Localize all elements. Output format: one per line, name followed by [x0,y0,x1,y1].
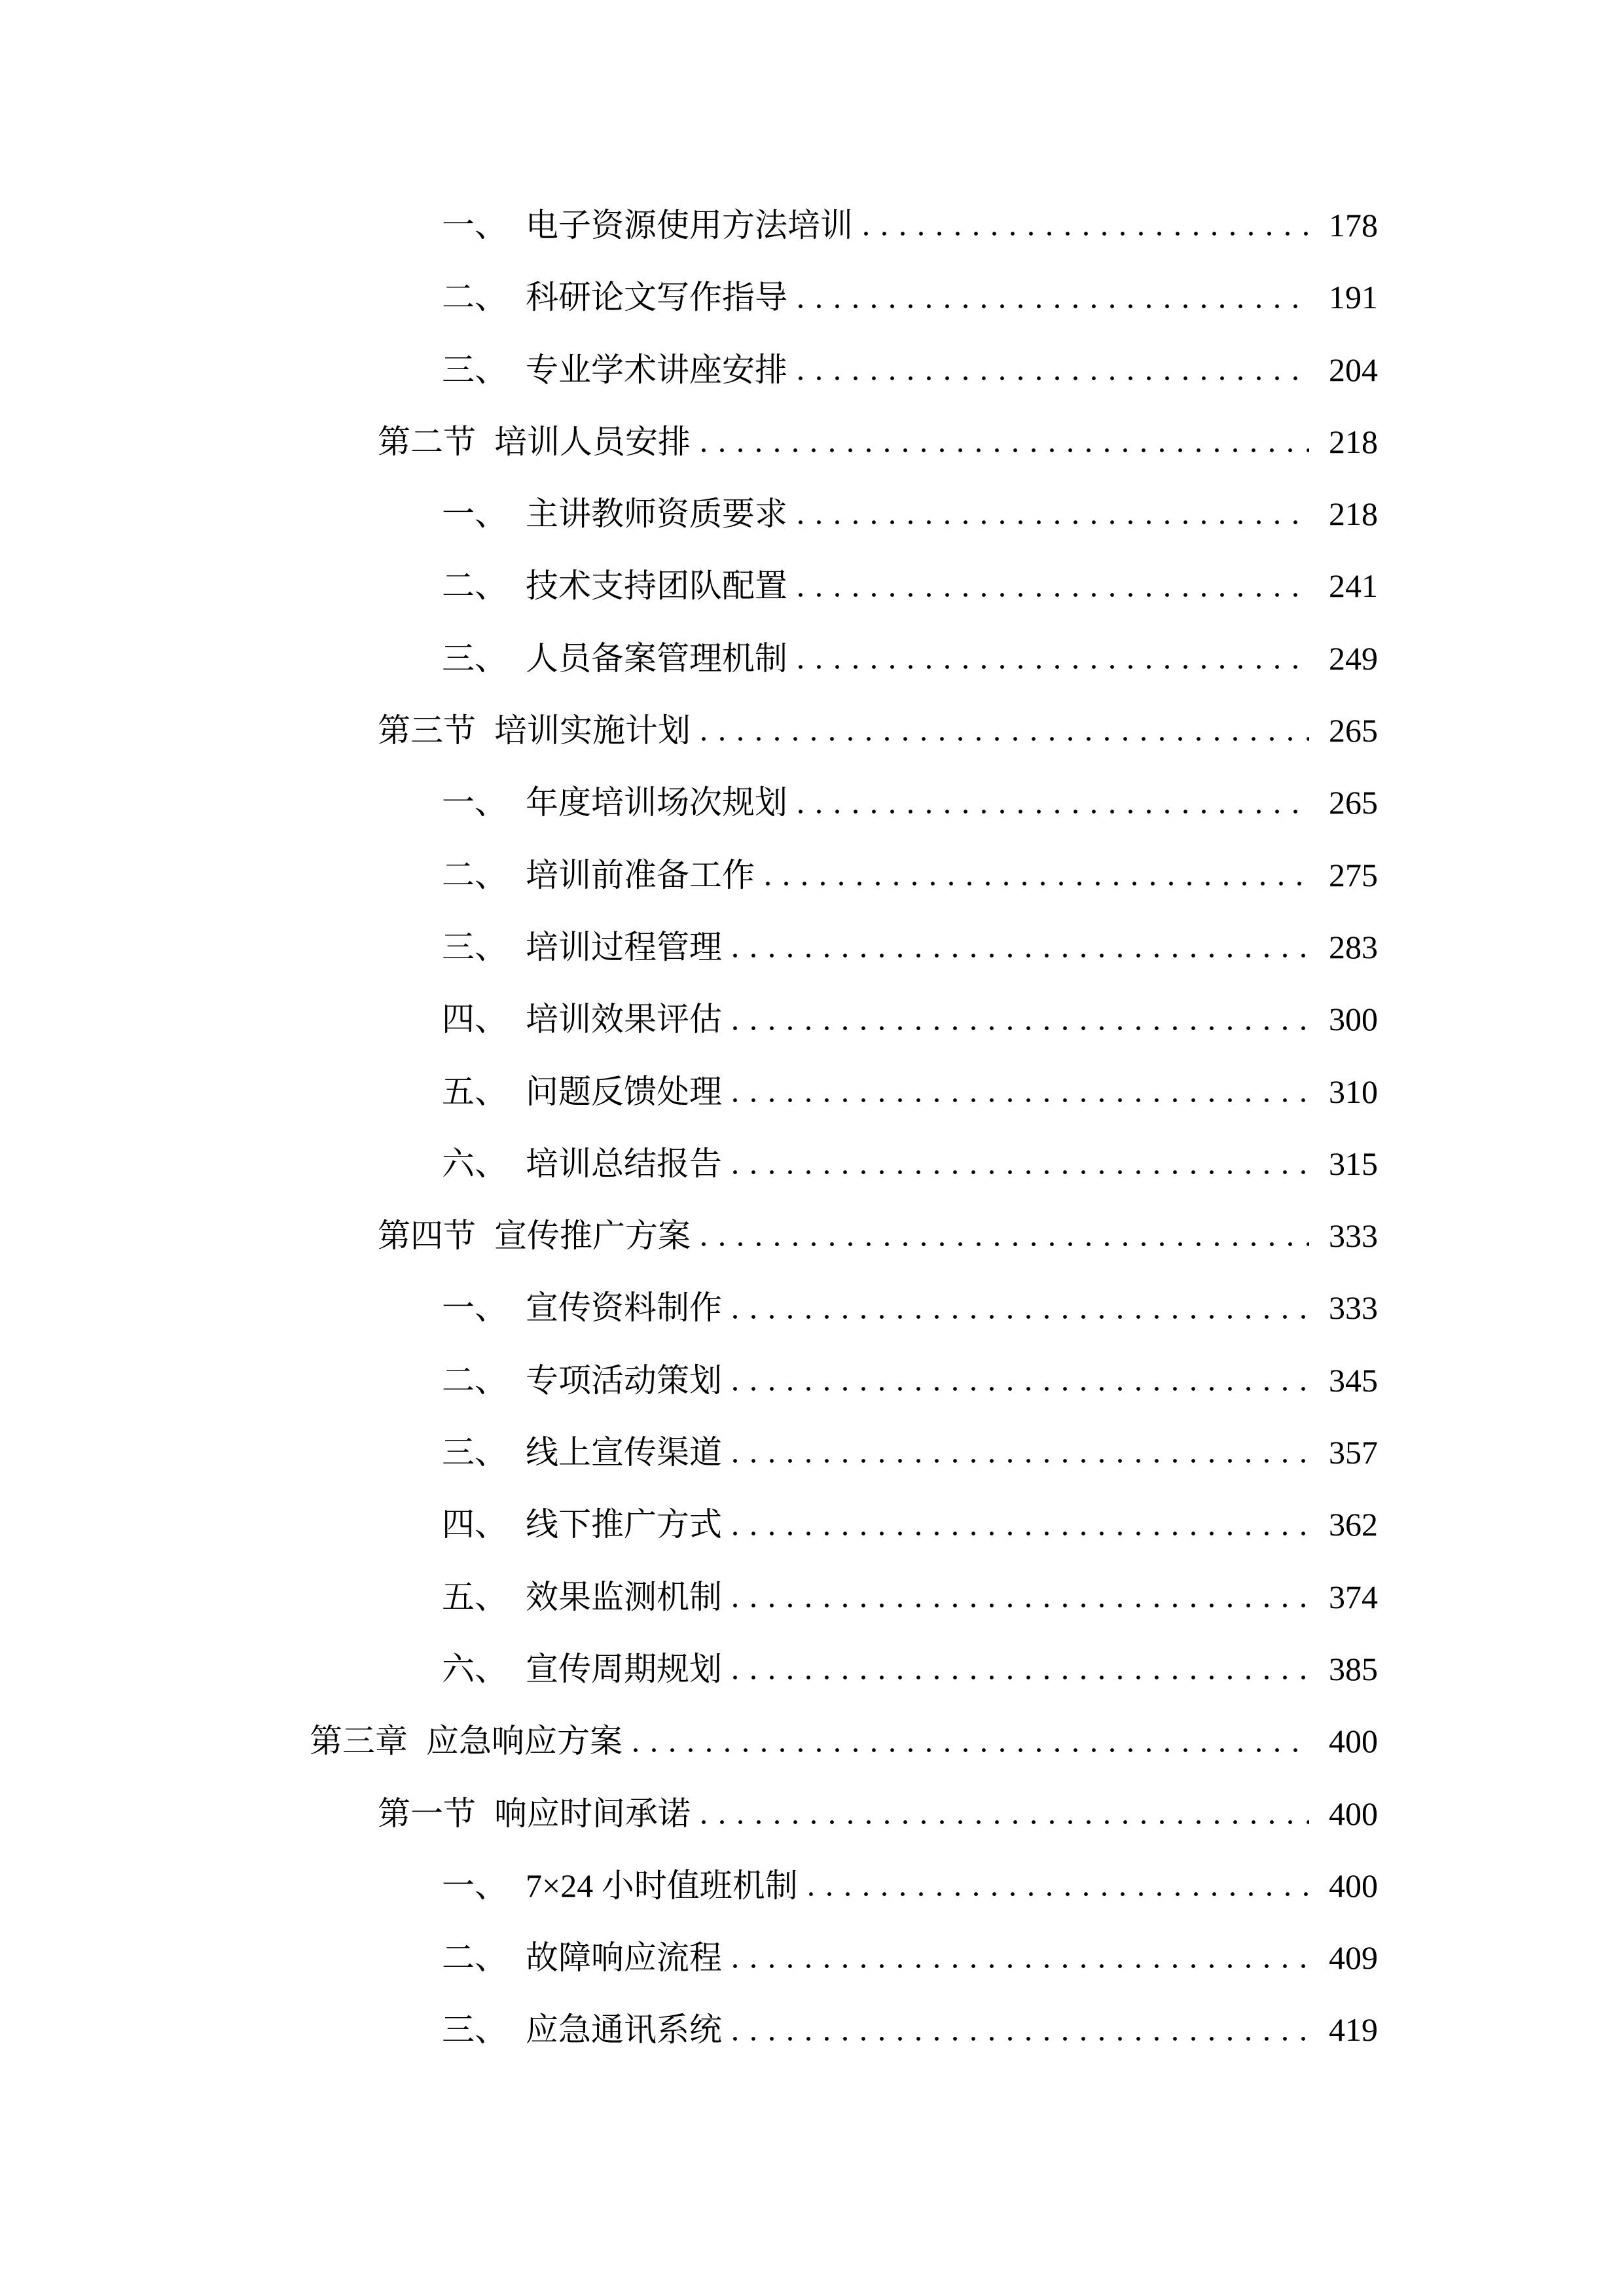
toc-entry-page: 400 [1329,1867,1378,1904]
toc-entry-page: 218 [1329,495,1378,533]
dot-leader [732,2036,1309,2041]
toc-entry-number: 五、 [442,1578,507,1615]
dot-leader [732,1458,1309,1463]
toc-entry-page: 204 [1329,351,1378,388]
toc-entry [310,839,1378,911]
dot-leader [732,1675,1309,1680]
toc-entry-page: 374 [1329,1578,1378,1615]
toc-entry-page: 333 [1329,1289,1378,1327]
dot-leader [701,1242,1309,1247]
toc-entry-number: 一、 [442,1289,507,1327]
toc-entry-title: 培训人员安排 [494,423,691,460]
toc-entry-number: 一、 [442,1867,507,1904]
toc-entry-number: 一、 [442,784,507,821]
toc-entry [310,1561,1378,1633]
toc-entry-title: 故障响应流程 [526,1939,722,1977]
toc-entry [310,1778,1378,1850]
toc-entry-number: 四、 [442,1001,507,1038]
dot-leader [732,1531,1309,1536]
toc-entry-number: 六、 [442,1650,507,1687]
toc-entry [310,189,1378,261]
toc-entry-title: 电子资源使用方法培训 [526,207,853,243]
toc-entry-page: 275 [1329,856,1378,893]
dot-leader [732,1964,1309,1969]
toc-entry-number: 三、 [442,2011,507,2049]
toc-entry [310,1128,1378,1200]
toc-entry-page: 409 [1329,1939,1378,1977]
toc-entry-number: 三、 [442,639,507,677]
toc-entry-title: 培训效果评估 [526,1001,722,1038]
toc-entry-number: 第一节 [378,1795,476,1832]
toc-entry-title: 培训总结报告 [526,1145,722,1182]
toc-entry-title: 问题反馈处理 [526,1073,722,1110]
toc-entry [310,1850,1378,1922]
dot-leader [732,1314,1309,1319]
dot-leader [732,1386,1309,1391]
toc-entry-page: 178 [1329,207,1378,243]
toc-entry-page: 265 [1329,784,1378,821]
toc-entry-title: 专项活动策划 [526,1361,722,1399]
toc-entry-number: 第三章 [310,1723,408,1760]
dot-leader [765,881,1309,886]
dot-leader [633,1748,1309,1753]
dot-leader [863,231,1309,236]
toc-entry [310,1994,1378,2066]
toc-entry-number: 二、 [442,1939,507,1977]
toc-entry-page: 385 [1329,1650,1378,1687]
toc-entry-page: 265 [1329,712,1378,749]
toc-entry [310,550,1378,622]
toc-entry-page: 191 [1329,279,1378,316]
toc-entry [310,261,1378,333]
toc-entry-number: 二、 [442,1361,507,1399]
dot-leader [808,1892,1309,1897]
table-of-contents [310,189,1378,2066]
dot-leader [701,1820,1309,1825]
toc-entry [310,1200,1378,1272]
toc-entry-number: 三、 [442,928,507,965]
toc-entry-title: 响应时间承诺 [494,1795,691,1832]
dot-leader [798,809,1309,814]
toc-entry [310,1633,1378,1705]
toc-entry-number: 三、 [442,1434,507,1471]
toc-entry-number: 二、 [442,567,507,605]
toc-entry-number: 六、 [442,1145,507,1182]
toc-entry-number: 三、 [442,351,507,388]
dot-leader [732,1098,1309,1103]
dot-leader [798,304,1309,309]
toc-entry-page: 218 [1329,423,1378,460]
toc-entry [310,1488,1378,1560]
toc-entry-page: 315 [1329,1145,1378,1182]
toc-entry-number: 二、 [442,279,507,316]
toc-entry-title: 专业学术讲座安排 [526,351,787,388]
toc-entry-page: 400 [1329,1723,1378,1760]
toc-entry [310,911,1378,983]
toc-entry-page: 362 [1329,1506,1378,1543]
toc-entry [310,1344,1378,1416]
toc-entry-page: 357 [1329,1434,1378,1471]
dot-leader [798,664,1309,670]
toc-entry-page: 300 [1329,1001,1378,1038]
toc-entry-title: 培训实施计划 [494,712,691,749]
toc-entry-title: 宣传推广方案 [494,1217,691,1255]
dot-leader [701,736,1309,742]
toc-entry-page: 283 [1329,928,1378,965]
toc-entry [310,622,1378,694]
dot-leader [798,520,1309,525]
toc-entry-title: 应急响应方案 [426,1723,623,1760]
dot-leader [798,592,1309,598]
toc-entry-title: 人员备案管理机制 [526,639,787,677]
toc-entry-title: 效果监测机制 [526,1578,722,1615]
toc-entry-page: 400 [1329,1795,1378,1832]
toc-entry-title: 主讲教师资质要求 [526,495,787,533]
toc-entry [310,406,1378,478]
toc-entry [310,1056,1378,1128]
toc-entry-number: 二、 [442,856,507,893]
toc-entry-title: 培训过程管理 [526,928,722,965]
dot-leader [732,1170,1309,1175]
toc-entry-page: 310 [1329,1073,1378,1110]
toc-entry-title: 宣传资料制作 [526,1289,722,1327]
toc-entry-title: 科研论文写作指导 [526,279,787,316]
toc-entry-title: 宣传周期规划 [526,1650,722,1687]
toc-entry-title: 年度培训场次规划 [526,784,787,821]
dot-leader [732,953,1309,958]
toc-entry-title: 培训前准备工作 [526,856,755,893]
toc-entry [310,766,1378,838]
toc-entry [310,694,1378,766]
toc-entry-title: 线上宣传渠道 [526,1434,722,1471]
toc-entry-title: 7×24 小时值班机制 [526,1867,798,1904]
dot-leader [701,448,1309,453]
toc-entry-page: 419 [1329,2011,1378,2049]
toc-entry-number: 一、 [442,495,507,533]
toc-entry-title: 技术支持团队配置 [526,567,787,605]
toc-entry-page: 333 [1329,1217,1378,1255]
toc-entry-number: 第二节 [378,423,476,460]
toc-entry [310,478,1378,550]
toc-entry-number: 五、 [442,1073,507,1110]
toc-entry-page: 249 [1329,639,1378,677]
toc-entry-page: 345 [1329,1361,1378,1399]
toc-entry-page: 241 [1329,567,1378,605]
toc-entry-number: 第三节 [378,712,476,749]
toc-entry [310,1272,1378,1344]
toc-entry-number: 第四节 [378,1217,476,1255]
dot-leader [732,1026,1309,1031]
toc-entry [310,1705,1378,1777]
toc-entry [310,1922,1378,1994]
toc-entry-title: 线下推广方式 [526,1506,722,1543]
toc-entry-title: 应急通讯系统 [526,2011,722,2049]
dot-leader [732,1603,1309,1608]
toc-entry-number: 四、 [442,1506,507,1543]
toc-entry [310,334,1378,406]
toc-entry [310,1416,1378,1488]
dot-leader [798,376,1309,381]
toc-entry [310,983,1378,1055]
toc-entry-number: 一、 [442,207,507,243]
